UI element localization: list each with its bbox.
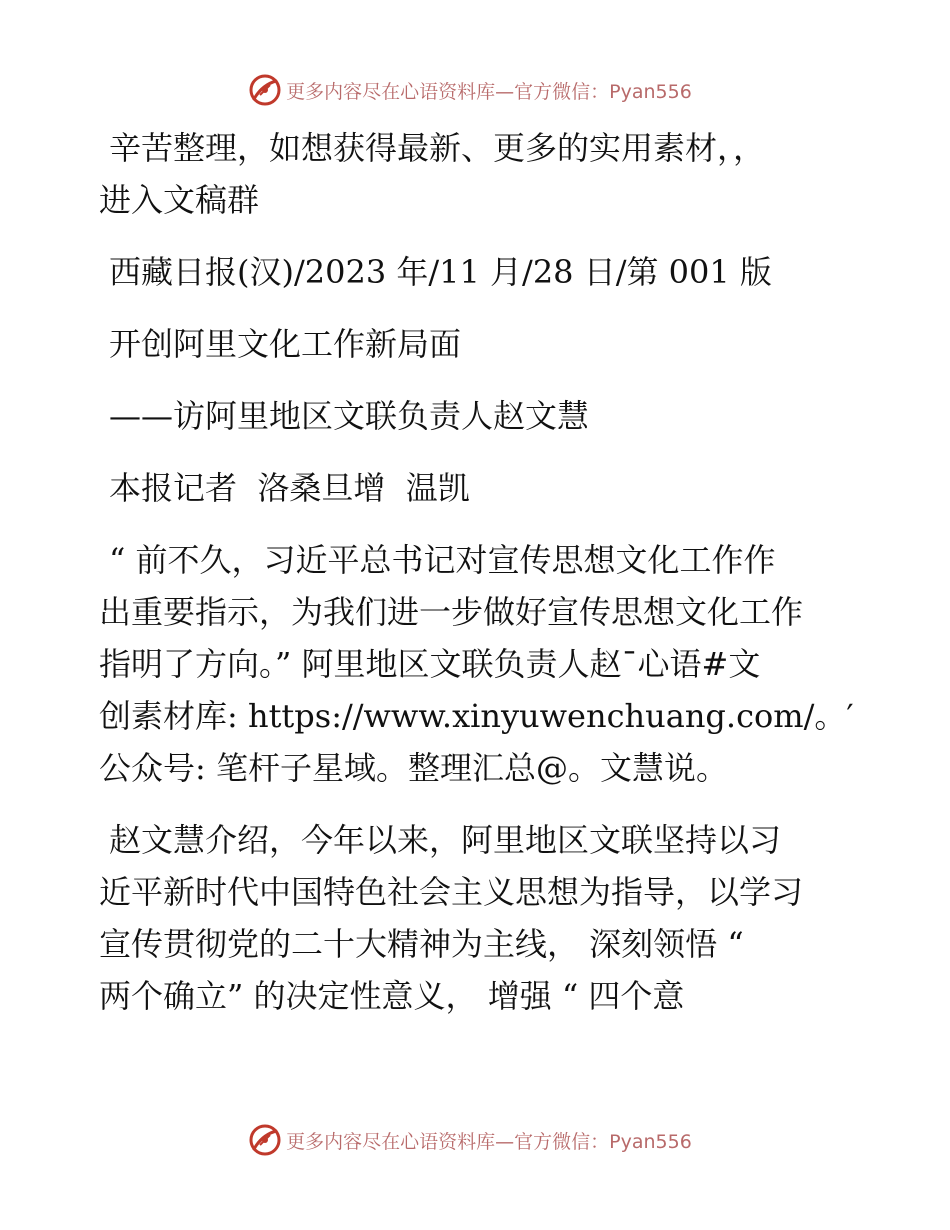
logo-icon (248, 1123, 282, 1157)
paragraph-line: 赵文慧介绍，今年以来，阿里地区文联坚持以习 (109, 821, 782, 859)
logo-icon (248, 73, 282, 107)
paragraph-line: 宣传贯彻党的二十大精神为主线， 深刻领悟 “ (99, 925, 744, 963)
paragraph-line: “ 前不久，习近平总书记对宣传思想文化工作作 (109, 541, 776, 579)
source-line: 西藏日报(汉)/2023 年/11 月/28 日/第 001 版 (109, 253, 772, 291)
watermark-text: 更多内容尽在心语资料库—官方微信：Pyan556 (286, 80, 692, 103)
paragraph-line: 出重要指示，为我们进一步做好宣传思想文化工作 (99, 593, 804, 631)
paragraph-line: 创素材库: https://www.xinyuwenchuang.com/。′ (99, 697, 854, 735)
document-body (99, 122, 859, 1022)
paragraph-line: 两个确立” 的决定性意义， 增强 “ 四个意 (99, 977, 685, 1015)
footer-watermark (0, 1120, 950, 1160)
paragraph-1 (99, 534, 859, 794)
intro-line-2: 进入文稿群 (99, 181, 260, 219)
article-subtitle: ——访阿里地区文联负责人赵文慧 (109, 397, 590, 435)
watermark-text: 更多内容尽在心语资料库—官方微信：Pyan556 (286, 1130, 692, 1153)
article-title: 开创阿里文化工作新局面 (109, 325, 462, 363)
header-watermark (0, 70, 950, 110)
paragraph-2 (99, 814, 859, 1022)
intro-line-1: 辛苦整理，如想获得最新、更多的实用素材，， (109, 129, 766, 167)
byline: 本报记者 洛桑旦增 温凯 (109, 469, 470, 507)
paragraph-line: 近平新时代中国特色社会主义思想为指导，以学习 (99, 873, 804, 911)
paragraph-line: 指明了方向。” 阿里地区文联负责人赵¯心语#文 (99, 645, 761, 683)
paragraph-line: 公众号: 笔杆子星域。整理汇总@。文慧说。 (99, 749, 728, 787)
